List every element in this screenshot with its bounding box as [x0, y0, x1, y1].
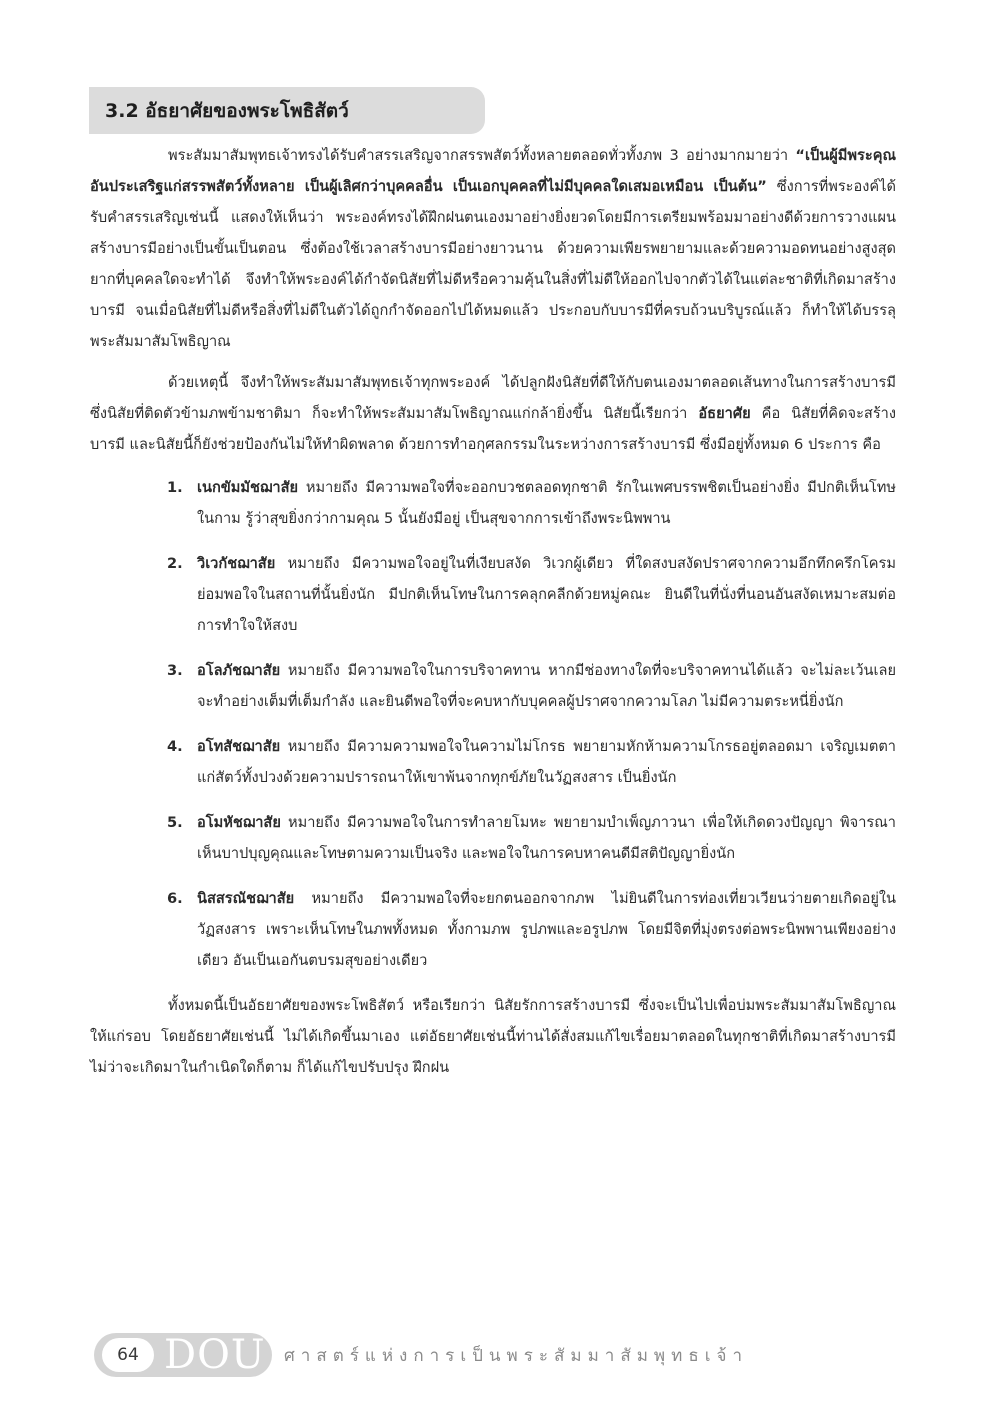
page-number: 64 — [102, 1338, 154, 1372]
list-item — [90, 548, 896, 641]
praise-quote: “เป็นผู้มีพระคุณอันประเสริฐแก่สรรพสัตว์ทั้งหลาย เป็นผู้เลิศกว่าบุคคลอื่น เป็นเอกบุคคลที่ไม่มีบุคคลใดเสมอเหมือน เป็นต้น” — [90, 147, 896, 195]
section-title: 3.2 อัธยาศัยของพระโพธิสัตว์ — [105, 99, 349, 122]
list-item-description: หมายถึง มีความพอใจในการบริจาคทาน หากมีช่องทางใดที่จะบริจาคทานได้แล้ว จะไม่ละเว้นเลย จะทำอย่างเต็มที่เต็มกำลัง และยินดีพอใจที่จะคบหากับบุคคลผู้ปราศจากความโลภ ไม่มีความตระหนี่ยิ่งนัก — [197, 662, 896, 710]
list-item-term: อโมหัชฌาสัย — [197, 814, 281, 831]
list-item — [90, 472, 896, 534]
list-item-term: เนกขัมมัชฌาสัย — [197, 479, 299, 496]
paragraph-definition-text-before: ด้วยเหตุนี้ จึงทำให้พระสัมมาสัมพุทธเจ้าทุกพระองค์ ได้ปลูกฝังนิสัยที่ดีให้กับตนเองมาตลอดเส้นทางในการสร้างบารมี ซึ่งนิสัยที่ติดตัวข้ามภพข้ามชาติมา ก็จะทำให้พระสัมมาสัมโพธิญาณแก่กล้ายิ่งขึ้น นิสัยนี้เรียกว่า — [90, 374, 896, 422]
list-item-term: อโทสัชฌาสัย — [197, 738, 281, 755]
paragraph-definition-text-after: คือ นิสัยที่คิดจะสร้างบารมี และนิสัยนี้ก็ยังช่วยป้องกันไม่ให้ทำผิดพลาด ด้วยการทำอกุศลกรรมในระหว่างการสร้างบารมี ซึ่งมีอยู่ทั้งหมด 6 ประการ คือ — [90, 405, 897, 453]
dou-logo: DOU — [164, 1332, 266, 1378]
list-item-number: 2. — [167, 555, 183, 572]
list-item-number: 1. — [167, 479, 183, 496]
page-body — [90, 140, 896, 1083]
list-item-number: 5. — [167, 814, 183, 831]
term-atthayasai: อัธยาศัย — [698, 405, 751, 422]
book-title: ศาสตร์แห่งการเป็นพระสัมมาสัมพุทธเจ้า — [284, 1345, 749, 1366]
paragraph-intro-text-before: พระสัมมาสัมพุทธเจ้าทรงได้รับคำสรรเสริญจากสรรพสัตว์ทั้งหลายตลอดทั่วทั้งภพ 3 อย่างมากมายว่า — [168, 147, 796, 164]
list-item — [90, 731, 896, 793]
list-item-description: หมายถึง มีความพอใจในการทำลายโมหะ พยายามบำเพ็ญภาวนา เพื่อให้เกิดดวงปัญญา พิจารณาเห็นบาปบุญคุณและโทษตามความเป็นจริง และพอใจในการคบหาคนดีมีสติปัญญายิ่งนัก — [197, 814, 896, 862]
list-item-term: วิเวกัชฌาสัย — [197, 555, 276, 572]
list-item — [90, 807, 896, 869]
list-item-number: 4. — [167, 738, 183, 755]
section-header — [89, 87, 485, 134]
list-item-term: นิสสรณัชฌาสัย — [197, 890, 295, 907]
paragraph-definition — [90, 367, 896, 460]
page-number-badge — [94, 1333, 272, 1377]
list-item-description: หมายถึง มีความพอใจที่จะยกตนออกจากภพ ไม่ยินดีในการท่องเที่ยวเวียนว่ายตายเกิดอยู่ในวัฏสงสาร เพราะเห็นโทษในภพทั้งหมด ทั้งกามภพ รูปภพและอรูปภพ โดยมีจิตที่มุ่งตรงต่อพระนิพพานเพียงอย่างเดียว อันเป็นเอกันตบรมสุขอย่างเดียว — [197, 890, 896, 969]
list-item-description: หมายถึง มีความความพอใจในความไม่โกรธ พยายามหักห้ามความโกรธอยู่ตลอดมา เจริญเมตตาแก่สัตว์ทั้งปวงด้วยความปรารถนาให้เขาพ้นจากทุกข์ภัยในวัฏสงสาร เป็นยิ่งนัก — [197, 738, 896, 786]
list-item-term: อโลภัชฌาสัย — [197, 662, 281, 679]
list-item-description: หมายถึง มีความพอใจอยู่ในที่เงียบสงัด วิเวกผู้เดียว ที่ใดสงบสงัดปราศจากความอึกทึกครึกโครม ย่อมพอใจในสถานที่นั้นยิ่งนัก มีปกติเห็นโทษในการคลุกคลีกด้วยหมู่คณะ ยินดีในที่นั่งที่นอนอันสงัดเหมาะสมต่อการทำใจให้สงบ — [197, 555, 896, 634]
disposition-list — [90, 472, 896, 976]
list-item-number: 3. — [167, 662, 183, 679]
list-item-number: 6. — [167, 890, 183, 907]
list-item — [90, 655, 896, 717]
list-item — [90, 883, 896, 976]
page-footer — [94, 1333, 748, 1377]
paragraph-intro — [90, 140, 896, 357]
list-item-description: หมายถึง มีความพอใจที่จะออกบวชตลอดทุกชาติ รักในเพศบรรพชิตเป็นอย่างยิ่ง มีปกติเห็นโทษในกาม รู้ว่าสุขยิ่งกว่ากามคุณ 5 นั้นยังมีอยู่ เป็นสุขจากการเข้าถึงพระนิพพาน — [197, 479, 896, 527]
paragraph-summary: ทั้งหมดนี้เป็นอัธยาศัยของพระโพธิสัตว์ หรือเรียกว่า นิสัยรักการสร้างบารมี ซึ่งจะเป็นไปเพื่อบ่มพระสัมมาสัมโพธิญาณให้แก่รอบ โดยอัธยาศัยเช่นนี้ ไม่ได้เกิดขึ้นมาเอง แต่อัธยาศัยเช่นนี้ท่านได้สั่งสมแก้ไขเรื่อยมาตลอดในทุกชาติที่เกิดมาสร้างบารมีไม่ว่าจะเกิดมาในกำเนิดใดก็ตาม ก็ได้แก้ไขปรับปรุง ฝึกฝน — [90, 997, 896, 1076]
paragraph-intro-text-after: ซึ่งการที่พระองค์ได้รับคำสรรเสริญเช่นนี้ แสดงให้เห็นว่า พระองค์ทรงได้ฝึกฝนตนเองมาอย่างยิ่งยวดโดยมีการเตรียมพร้อมมาอย่างดีด้วยการวางแผนสร้างบารมีอย่างเป็นขั้นเป็นตอน ซึ่งต้องใช้เวลาสร้างบารมีอย่างยาวนาน ด้วยความเพียรพยายามและด้วยความอดทนอย่างสูงสุด ยากที่บุคคลใดจะทำได้ จึงทำให้พระองค์ได้กำจัดนิสัยที่ไม่ดีหรือความคุ้นในสิ่งที่ไม่ดีให้ออกไปจากตัวได้ในแต่ละชาติที่เกิดมาสร้างบารมี จนเมื่อนิสัยที่ไม่ดีหรือสิ่งที่ไม่ดีในตัวได้ถูกกำจัดออกไปได้หมดแล้ว ประกอบกับบารมีที่ครบถ้วนบริบูรณ์แล้ว ก็ทำให้ได้บรรลุพระสัมมาสัมโพธิญาณ — [90, 178, 896, 350]
